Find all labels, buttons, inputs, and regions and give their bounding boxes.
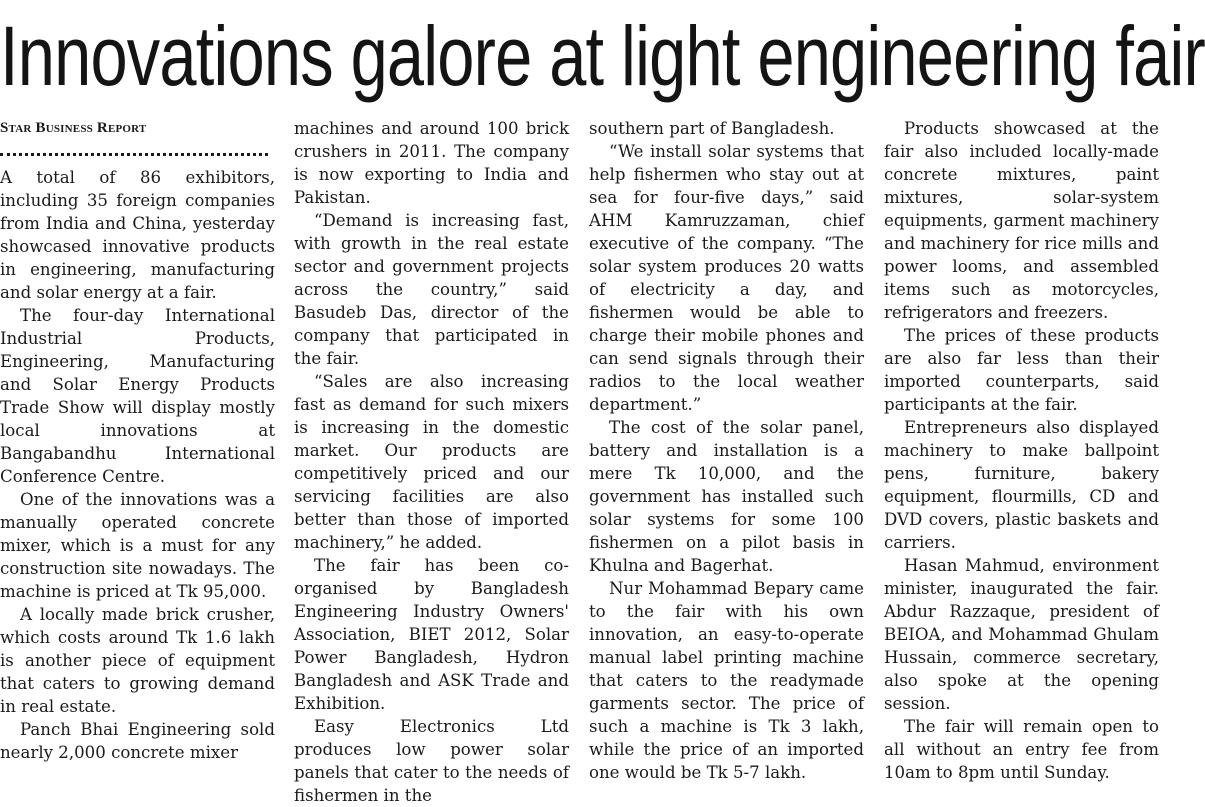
paragraph: The prices of these products are also far less than their imported counterparts, said participants at the fair.: [884, 326, 1159, 414]
paragraph: Entrepreneurs also displayed machinery to make ballpoint pens, furniture, bakery equipment, flourmills, CD and DVD covers, plastic baskets and carriers.: [884, 418, 1159, 552]
paragraph: A total of 86 exhibitors, including 35 foreign companies from India and China, yesterday showcased innovative products in engineering, manufacturing and solar energy at a fair.: [0, 168, 275, 302]
paragraph: machines and around 100 brick crushers in 2011. The company is now exporting to India and Pakistan.: [294, 119, 569, 207]
paragraph: A locally made brick crusher, which costs around Tk 1.6 lakh is another piece of equipment that caters to growing demand in real estate.: [0, 605, 275, 716]
article-column-3: [589, 117, 864, 782]
byline: Star Business Report: [0, 120, 147, 136]
paragraph: “We install solar systems that help fishermen who stay out at sea for four-five days,” said AHM Kamruzzaman, chief executive of the company. “The solar system produces 20 watts of electricity a day, and fishermen would be able to charge their mobile phones and can send signals through their radios to the local weather department.”: [589, 142, 864, 414]
article-column-2: [294, 117, 569, 805]
paragraph: “Sales are also increasing fast as demand for such mixers is increasing in the domestic market. Our products are competitively priced and our servicing facilities are also better than those of imported machinery,” he added.: [294, 372, 569, 552]
byline-divider: [0, 144, 268, 156]
paragraph: “Demand is increasing fast, with growth in the real estate sector and government projects across the country,” said Basudeb Das, director of the company that participated in the fair.: [294, 211, 569, 368]
paragraph: The fair has been co-organised by Bangladesh Engineering Industry Owners' Association, BIET 2012, Solar Power Bangladesh, Hydron Bangladesh and ASK Trade and Exhibition.: [294, 556, 569, 713]
paragraph: Easy Electronics Ltd produces low power solar panels that cater to the needs of fishermen in the: [294, 717, 569, 805]
article-column-1: [0, 117, 275, 762]
paragraph: Hasan Mahmud, environment minister, inaugurated the fair. Abdur Razzaque, president of BEIOA, and Mohammad Ghulam Hussain, commerce secretary, also spoke at the opening session.: [884, 556, 1159, 713]
headline: Innovations galore at light engineering fair: [0, 9, 1205, 103]
paragraph: Panch Bhai Engineering sold nearly 2,000 concrete mixer: [0, 720, 275, 762]
paragraph: The four-day International Industrial Products, Engineering, Manufacturing and Solar Energy Products Trade Show will display mostly local innovations at Bangabandhu International Conference Centre.: [0, 306, 275, 486]
article-column-4: [884, 117, 1159, 782]
paragraph: Nur Mohammad Bepary came to the fair with his own innovation, an easy-to-operate manual label printing machine that caters to the readymade garments sector. The price of such a machine is Tk 3 lakh, while the price of an imported one would be Tk 5-7 lakh.: [589, 579, 864, 782]
paragraph: Products showcased at the fair also included locally-made concrete mixtures, paint mixtures, solar-system equipments, garment machinery and machinery for rice mills and power looms, and assembled items such as motorcycles, refrigerators and freezers.: [884, 119, 1159, 322]
paragraph: southern part of Bangladesh.: [589, 119, 835, 138]
paragraph: The cost of the solar panel, battery and installation is a mere Tk 10,000, and the government has installed such solar systems for some 100 fishermen on a pilot basis in Khulna and Bagerhat.: [589, 418, 864, 575]
paragraph: The fair will remain open to all without an entry fee from 10am to 8pm until Sunday.: [884, 717, 1159, 782]
paragraph: One of the innovations was a manually operated concrete mixer, which is a must for any construction site nowadays. The machine is priced at Tk 95,000.: [0, 490, 275, 601]
